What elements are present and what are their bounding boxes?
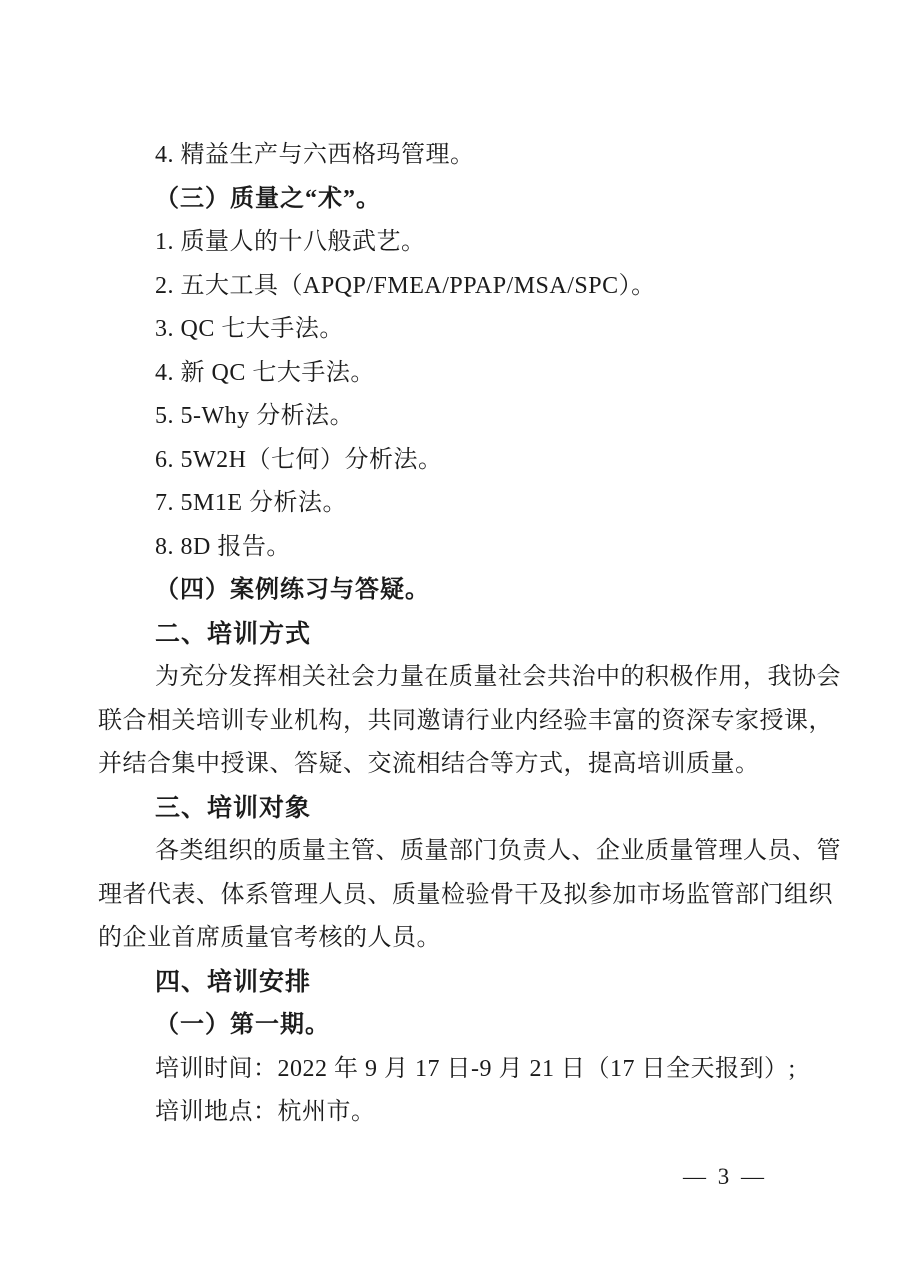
heading-training-method: 二、培训方式 bbox=[155, 619, 312, 648]
heading-first-session: （一）第一期。 bbox=[155, 1012, 330, 1038]
item-5why-analysis: 5. 5-Why 分析法。 bbox=[155, 403, 355, 429]
heading-quality-shu: （三）质量之“术”。 bbox=[155, 185, 381, 212]
item-5w2h-analysis: 6. 5W2H（七何）分析法。 bbox=[155, 446, 443, 473]
item-eighteen-skills: 1. 质量人的十八般武艺。 bbox=[155, 229, 426, 255]
item-lean-six-sigma: 4. 精益生产与六西格玛管理。 bbox=[155, 142, 475, 168]
para-audience-line-1: 各类组织的质量主管、质量部门负责人、企业质量管理人员、管 bbox=[155, 838, 841, 864]
item-8d-report: 8. 8D 报告。 bbox=[155, 533, 291, 560]
item-qc-seven-methods: 3. QC 七大手法。 bbox=[155, 316, 344, 342]
page-number: — 3 — bbox=[683, 1164, 767, 1189]
line-training-location: 培训地点：杭州市。 bbox=[155, 1099, 376, 1125]
para-method-line-3: 并结合集中授课、答疑、交流相结合等方式，提高培训质量。 bbox=[98, 751, 760, 777]
document-body bbox=[98, 134, 841, 1135]
item-five-tools: 2. 五大工具（APQP/FMEA/PPAP/MSA/SPC）。 bbox=[155, 272, 656, 299]
line-training-time: 培训时间：2022 年 9 月 17 日-9 月 21 日（17 日全天报到）; bbox=[155, 1055, 796, 1082]
item-new-qc-seven-methods: 4. 新 QC 七大手法。 bbox=[155, 359, 375, 386]
para-audience-line-3: 的企业首席质量官考核的人员。 bbox=[98, 925, 441, 951]
para-method-line-1: 为充分发挥相关社会力量在质量社会共治中的积极作用，我协会 bbox=[155, 664, 841, 690]
para-method-line-2: 联合相关培训专业机构，共同邀请行业内经验丰富的资深专家授课， bbox=[98, 707, 833, 734]
heading-case-practice: （四）案例练习与答疑。 bbox=[155, 577, 430, 603]
para-audience-line-2: 理者代表、体系管理人员、质量检验骨干及拟参加市场监管部门组织 bbox=[98, 881, 833, 908]
heading-training-audience: 三、培训对象 bbox=[155, 793, 312, 822]
item-5m1e-analysis: 7. 5M1E 分析法。 bbox=[155, 490, 347, 516]
heading-training-schedule: 四、培训安排 bbox=[155, 967, 312, 996]
